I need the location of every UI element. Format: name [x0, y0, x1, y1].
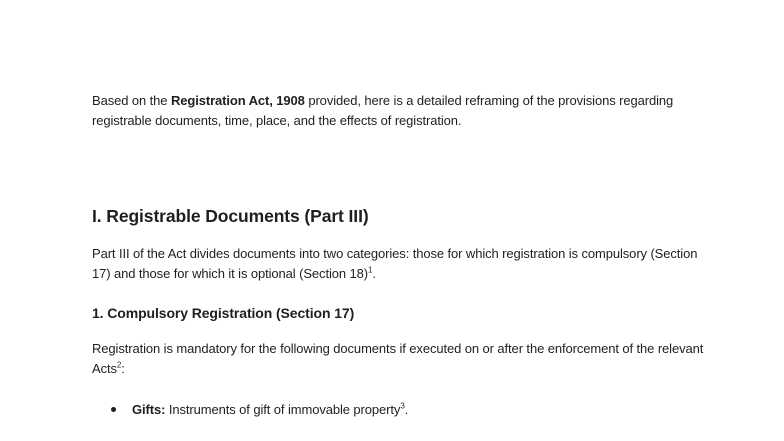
intro-paragraph — [92, 91, 712, 130]
list-item — [92, 400, 712, 420]
intro-prefix: Based on the — [92, 93, 171, 108]
act-name: Registration Act, 1908 — [170, 93, 305, 108]
footnote-ref-1[interactable]: 1 — [368, 265, 373, 275]
subsection-paragraph — [92, 339, 712, 378]
list-item-text: Instruments of gift of immovable property — [165, 402, 401, 417]
intro-suffix: provided, here is a detailed reframing of the provisions regarding registrable documents, time, place, and the effects of registration. — [92, 93, 674, 128]
compulsory-documents-list — [92, 400, 712, 420]
footnote-ref-3[interactable]: 3 — [400, 401, 405, 411]
section-paragraph-end: . — [372, 265, 376, 281]
list-item-end: . — [404, 402, 409, 417]
bullet-icon — [111, 407, 116, 412]
list-item-term: Gifts: — [132, 402, 166, 417]
section-paragraph-text: Part III of the Act divides documents into two categories: those for which registration is compulsory (Section 17) and those for which it is optional (Section 18) — [92, 246, 698, 281]
subsection-paragraph-text: Registration is mandatory for the following documents if executed on or after the enforcement of the relevant Acts — [92, 341, 704, 376]
section-paragraph — [92, 244, 712, 283]
subsection-paragraph-end: : — [121, 360, 125, 376]
section-heading-registrable-documents: I. Registrable Documents (Part III) — [92, 206, 369, 226]
footnote-ref-2[interactable]: 2 — [116, 360, 122, 370]
subsection-heading-compulsory-registration: 1. Compulsory Registration (Section 17) — [92, 305, 355, 321]
